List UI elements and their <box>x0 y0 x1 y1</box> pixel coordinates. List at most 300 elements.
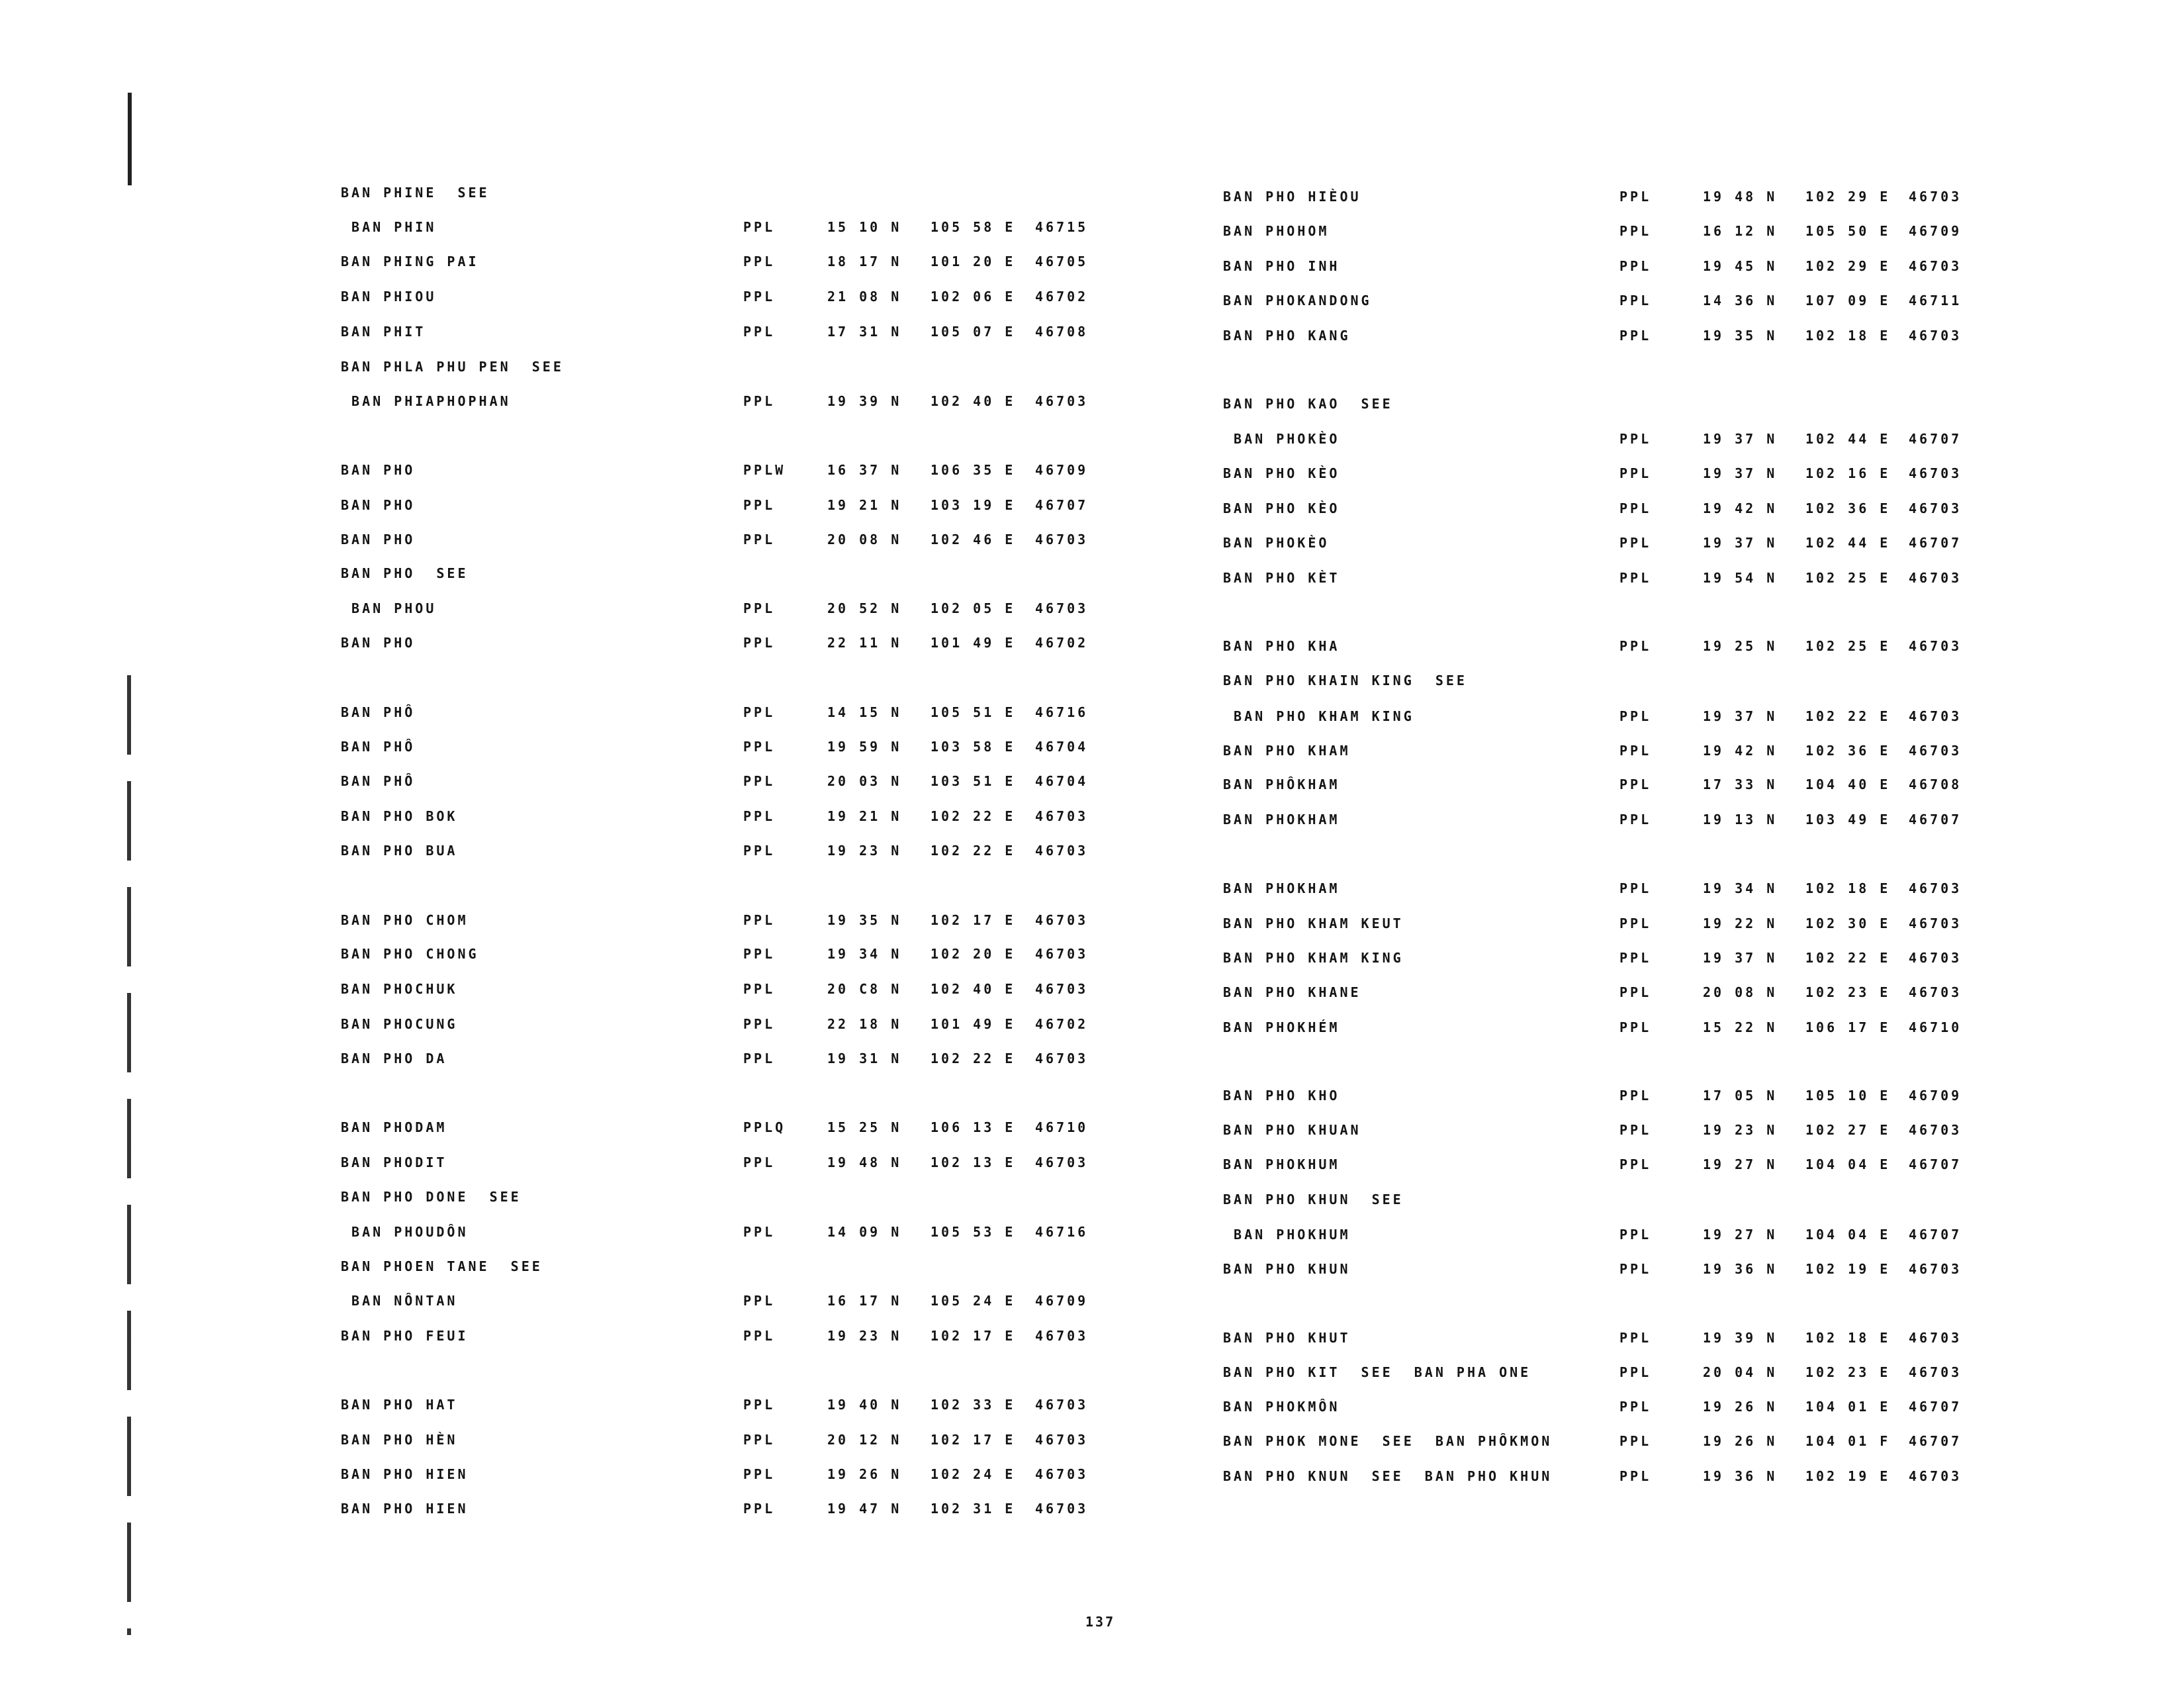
area-code: 46708 <box>1909 776 1962 792</box>
feature-type: PPL <box>1619 1227 1652 1243</box>
latitude: 19 26 N <box>1703 1399 1778 1415</box>
area-code: 46703 <box>1035 1397 1089 1413</box>
place-name: BAN PHOKMÔN <box>1223 1399 1340 1415</box>
latitude: 14 15 N <box>827 704 902 720</box>
longitude: 102 24 E <box>931 1466 1016 1482</box>
feature-type: PPL <box>743 1397 776 1413</box>
longitude: 102 19 E <box>1805 1261 1891 1277</box>
latitude: 19 37 N <box>1703 535 1778 551</box>
place-name: BAN PHO <box>341 497 416 513</box>
longitude: 105 58 E <box>931 219 1016 235</box>
place-name: BAN PHO HIEN <box>341 1501 469 1517</box>
longitude: 101 49 E <box>931 1016 1016 1032</box>
place-name: BAN PHO KÈT <box>1223 570 1340 586</box>
latitude: 19 13 N <box>1703 812 1778 827</box>
place-name: BAN PHOKHUM <box>1223 1227 1351 1243</box>
feature-type: PPL <box>1619 1156 1652 1172</box>
longitude: 103 49 E <box>1805 812 1891 827</box>
place-name: BAN PHO KNUN SEE BAN PHO KHUN <box>1223 1468 1553 1484</box>
area-code: 46709 <box>1035 1293 1089 1309</box>
latitude: 19 48 N <box>1703 189 1778 205</box>
area-code: 46709 <box>1909 1088 1962 1103</box>
place-name: BAN PHO KHA <box>1223 638 1340 654</box>
longitude: 102 46 E <box>931 532 1016 547</box>
feature-type: PPL <box>743 393 776 409</box>
place-name: BAN PHO KHAM KING <box>1223 950 1404 966</box>
area-code: 46703 <box>1909 880 1962 896</box>
latitude: 19 48 N <box>827 1154 902 1170</box>
longitude: 102 16 E <box>1805 465 1891 481</box>
feature-type: PPL <box>1619 984 1652 1000</box>
latitude: 19 31 N <box>827 1051 902 1066</box>
place-name: BAN PHOKÈO <box>1223 431 1340 447</box>
feature-type: PPL <box>743 635 776 651</box>
area-code: 46703 <box>1035 912 1089 928</box>
area-code: 46710 <box>1909 1019 1962 1035</box>
latitude: 19 59 N <box>827 739 902 755</box>
longitude: 102 25 E <box>1805 638 1891 654</box>
latitude: 19 36 N <box>1703 1261 1778 1277</box>
longitude: 105 50 E <box>1805 223 1891 239</box>
feature-type: PPL <box>1619 431 1652 447</box>
feature-type: PPL <box>743 1051 776 1066</box>
area-code: 46703 <box>1909 465 1962 481</box>
longitude: 102 17 E <box>931 912 1016 928</box>
feature-type: PPL <box>1619 1330 1652 1346</box>
place-name: BAN PHÔ <box>341 773 416 789</box>
longitude: 101 49 E <box>931 635 1016 651</box>
feature-type: PPL <box>743 1432 776 1448</box>
feature-type: PPL <box>1619 189 1652 205</box>
latitude: 21 08 N <box>827 289 902 305</box>
latitude: 19 47 N <box>827 1501 902 1517</box>
feature-type: PPL <box>1619 776 1652 792</box>
feature-type: PPL <box>1619 1433 1652 1449</box>
feature-type: PPL <box>1619 1261 1652 1277</box>
place-name: BAN PHIOU <box>341 289 437 305</box>
feature-type: PPL <box>743 289 776 305</box>
area-code: 46703 <box>1035 1432 1089 1448</box>
area-code: 46707 <box>1909 812 1962 827</box>
place-name: BAN PHOCHUK <box>341 981 458 997</box>
place-name: BAN PHO <box>341 462 416 478</box>
area-code: 46703 <box>1909 984 1962 1000</box>
area-code: 46702 <box>1035 635 1089 651</box>
latitude: 19 26 N <box>1703 1433 1778 1449</box>
area-code: 46703 <box>1909 258 1962 274</box>
latitude: 19 40 N <box>827 1397 902 1413</box>
latitude: 19 23 N <box>1703 1122 1778 1138</box>
longitude: 102 23 E <box>1805 984 1891 1000</box>
longitude: 102 30 E <box>1805 915 1891 931</box>
place-name: BAN PHO KÈO <box>1223 465 1340 481</box>
place-name: BAN PHO INH <box>1223 258 1340 274</box>
feature-type: PPL <box>743 773 776 789</box>
latitude: 17 33 N <box>1703 776 1778 792</box>
area-code: 46703 <box>1035 1154 1089 1170</box>
latitude: 19 37 N <box>1703 431 1778 447</box>
place-name: BAN PHÔ <box>341 739 416 755</box>
feature-type: PPL <box>743 1016 776 1032</box>
place-name: BAN PHO KIT SEE BAN PHA ONE <box>1223 1364 1531 1380</box>
area-code: 46703 <box>1035 946 1089 962</box>
feature-type: PPL <box>1619 1088 1652 1103</box>
latitude: 19 26 N <box>827 1466 902 1482</box>
feature-type: PPL <box>1619 812 1652 827</box>
place-name: BAN PHLA PHU PEN SEE <box>341 359 564 375</box>
feature-type: PPL <box>1619 535 1652 551</box>
longitude: 105 07 E <box>931 324 1016 340</box>
latitude: 19 37 N <box>1703 950 1778 966</box>
place-name: BAN PHO KÈO <box>1223 500 1340 516</box>
latitude: 20 08 N <box>827 532 902 547</box>
place-name: BAN PHO HIEN <box>341 1466 469 1482</box>
feature-type: PPL <box>1619 950 1652 966</box>
place-name: BAN PHOEN TANE SEE <box>341 1258 543 1274</box>
longitude: 102 22 E <box>931 808 1016 824</box>
latitude: 19 35 N <box>1703 328 1778 344</box>
feature-type: PPL <box>743 1293 776 1309</box>
feature-type: PPL <box>743 946 776 962</box>
latitude: 20 08 N <box>1703 984 1778 1000</box>
area-code: 46707 <box>1909 1433 1962 1449</box>
longitude: 101 20 E <box>931 254 1016 269</box>
area-code: 46703 <box>1909 1468 1962 1484</box>
area-code: 46707 <box>1035 497 1089 513</box>
latitude: 19 21 N <box>827 808 902 824</box>
feature-type: PPL <box>743 1154 776 1170</box>
latitude: 15 22 N <box>1703 1019 1778 1035</box>
latitude: 19 39 N <box>1703 1330 1778 1346</box>
area-code: 46703 <box>1909 1364 1962 1380</box>
place-name: BAN PHÔ <box>341 704 416 720</box>
longitude: 102 40 E <box>931 393 1016 409</box>
latitude: 22 18 N <box>827 1016 902 1032</box>
area-code: 46703 <box>1909 570 1962 586</box>
latitude: 15 10 N <box>827 219 902 235</box>
place-name: BAN PHO KANG <box>1223 328 1351 344</box>
place-name: BAN PHO KHUN SEE <box>1223 1192 1404 1207</box>
area-code: 46703 <box>1909 638 1962 654</box>
longitude: 104 01 F <box>1805 1433 1891 1449</box>
latitude: 19 23 N <box>827 843 902 859</box>
latitude: 17 31 N <box>827 324 902 340</box>
longitude: 102 22 E <box>931 1051 1016 1066</box>
feature-type: PPL <box>743 704 776 720</box>
latitude: 22 11 N <box>827 635 902 651</box>
longitude: 102 13 E <box>931 1154 1016 1170</box>
place-name: BAN PHO KAO SEE <box>1223 396 1393 412</box>
area-code: 46711 <box>1909 293 1962 308</box>
area-code: 46707 <box>1909 535 1962 551</box>
feature-type: PPL <box>1619 1399 1652 1415</box>
feature-type: PPL <box>1619 1019 1652 1035</box>
place-name: BAN NÔNTAN <box>341 1293 458 1309</box>
place-name: BAN PHING PAI <box>341 254 479 269</box>
longitude: 105 24 E <box>931 1293 1016 1309</box>
place-name: BAN PHO HAT <box>341 1397 458 1413</box>
latitude: 20 03 N <box>827 773 902 789</box>
feature-type: PPL <box>1619 638 1652 654</box>
place-name: BAN PHIAPHOPHAN <box>341 393 511 409</box>
feature-type: PPL <box>743 843 776 859</box>
area-code: 46703 <box>1909 500 1962 516</box>
feature-type: PPL <box>1619 500 1652 516</box>
latitude: 19 25 N <box>1703 638 1778 654</box>
place-name: BAN PHOHOM <box>1223 223 1330 239</box>
place-name: BAN PHO FEUI <box>341 1328 469 1344</box>
latitude: 19 34 N <box>827 946 902 962</box>
place-name: BAN PHO HIÈOU <box>1223 189 1361 205</box>
longitude: 102 33 E <box>931 1397 1016 1413</box>
place-name: BAN PHO KHO <box>1223 1088 1340 1103</box>
place-name: BAN PHO KHAM <box>1223 743 1351 759</box>
area-code: 46704 <box>1035 773 1089 789</box>
longitude: 102 18 E <box>1805 328 1891 344</box>
area-code: 46702 <box>1035 289 1089 305</box>
latitude: 19 27 N <box>1703 1156 1778 1172</box>
latitude: 14 09 N <box>827 1224 902 1240</box>
place-name: BAN PHO KHAM KING <box>1223 708 1414 724</box>
feature-type: PPL <box>1619 915 1652 931</box>
longitude: 102 18 E <box>1805 1330 1891 1346</box>
place-name: BAN PHOKHUM <box>1223 1156 1340 1172</box>
longitude: 105 53 E <box>931 1224 1016 1240</box>
feature-type: PPLW <box>743 462 786 478</box>
longitude: 103 58 E <box>931 739 1016 755</box>
feature-type: PPL <box>743 1501 776 1517</box>
latitude: 16 37 N <box>827 462 902 478</box>
latitude: 17 05 N <box>1703 1088 1778 1103</box>
place-name: BAN PHO SEE <box>341 565 469 581</box>
longitude: 102 36 E <box>1805 743 1891 759</box>
longitude: 105 51 E <box>931 704 1016 720</box>
latitude: 19 54 N <box>1703 570 1778 586</box>
latitude: 19 42 N <box>1703 743 1778 759</box>
place-name: BAN PHO CHONG <box>341 946 479 962</box>
latitude: 19 34 N <box>1703 880 1778 896</box>
feature-type: PPL <box>743 912 776 928</box>
area-code: 46703 <box>1909 189 1962 205</box>
area-code: 46705 <box>1035 254 1089 269</box>
latitude: 19 23 N <box>827 1328 902 1344</box>
area-code: 46707 <box>1909 1399 1962 1415</box>
place-name: BAN PHIN <box>341 219 437 235</box>
area-code: 46707 <box>1909 1227 1962 1243</box>
latitude: 19 45 N <box>1703 258 1778 274</box>
area-code: 46703 <box>1035 1051 1089 1066</box>
place-name: BAN PHOKÈO <box>1223 535 1330 551</box>
area-code: 46703 <box>1035 393 1089 409</box>
page-number: 137 <box>1085 1614 1116 1630</box>
area-code: 46708 <box>1035 324 1089 340</box>
longitude: 102 22 E <box>1805 950 1891 966</box>
area-code: 46707 <box>1909 431 1962 447</box>
area-code: 46703 <box>1909 915 1962 931</box>
area-code: 46704 <box>1035 739 1089 755</box>
latitude: 19 21 N <box>827 497 902 513</box>
place-name: BAN PHO KHAM KEUT <box>1223 915 1404 931</box>
place-name: BAN PHOCUNG <box>341 1016 458 1032</box>
place-name: BAN PHOU <box>341 600 437 616</box>
place-name: BAN PHOKHÉM <box>1223 1019 1340 1035</box>
longitude: 102 19 E <box>1805 1468 1891 1484</box>
binding-edge-marks <box>127 675 131 1635</box>
feature-type: PPL <box>743 532 776 547</box>
feature-type: PPL <box>1619 258 1652 274</box>
longitude: 103 51 E <box>931 773 1016 789</box>
latitude: 19 37 N <box>1703 465 1778 481</box>
latitude: 18 17 N <box>827 254 902 269</box>
area-code: 46709 <box>1035 462 1089 478</box>
area-code: 46703 <box>1035 981 1089 997</box>
place-name: BAN PHO KHANE <box>1223 984 1361 1000</box>
longitude: 102 05 E <box>931 600 1016 616</box>
place-name: BAN PHO CHOM <box>341 912 469 928</box>
longitude: 106 35 E <box>931 462 1016 478</box>
feature-type: PPL <box>743 254 776 269</box>
place-name: BAN PHINE SEE <box>341 185 490 201</box>
longitude: 102 29 E <box>1805 189 1891 205</box>
area-code: 46703 <box>1909 950 1962 966</box>
feature-type: PPL <box>743 739 776 755</box>
area-code: 46703 <box>1035 1328 1089 1344</box>
feature-type: PPL <box>743 1328 776 1344</box>
place-name: BAN PHOKHAM <box>1223 880 1340 896</box>
place-name: BAN PHO KHUN <box>1223 1261 1351 1277</box>
longitude: 102 29 E <box>1805 258 1891 274</box>
latitude: 15 25 N <box>827 1119 902 1135</box>
feature-type: PPL <box>1619 570 1652 586</box>
latitude: 19 42 N <box>1703 500 1778 516</box>
place-name: BAN PHO BUA <box>341 843 458 859</box>
area-code: 46703 <box>1909 1261 1962 1277</box>
longitude: 103 19 E <box>931 497 1016 513</box>
feature-type: PPL <box>1619 465 1652 481</box>
area-code: 46703 <box>1909 328 1962 344</box>
latitude: 19 37 N <box>1703 708 1778 724</box>
longitude: 102 17 E <box>931 1328 1016 1344</box>
area-code: 46715 <box>1035 219 1089 235</box>
place-name: BAN PHOKANDONG <box>1223 293 1372 308</box>
longitude: 102 44 E <box>1805 535 1891 551</box>
feature-type: PPL <box>743 497 776 513</box>
longitude: 104 01 E <box>1805 1399 1891 1415</box>
longitude: 102 06 E <box>931 289 1016 305</box>
feature-type: PPLQ <box>743 1119 786 1135</box>
area-code: 46703 <box>1909 1330 1962 1346</box>
area-code: 46703 <box>1035 843 1089 859</box>
longitude: 104 40 E <box>1805 776 1891 792</box>
longitude: 102 23 E <box>1805 1364 1891 1380</box>
longitude: 102 31 E <box>931 1501 1016 1517</box>
feature-type: PPL <box>1619 1122 1652 1138</box>
latitude: 19 22 N <box>1703 915 1778 931</box>
feature-type: PPL <box>1619 223 1652 239</box>
latitude: 19 39 N <box>827 393 902 409</box>
longitude: 102 20 E <box>931 946 1016 962</box>
area-code: 46703 <box>1035 1501 1089 1517</box>
place-name: BAN PHO HÈN <box>341 1432 458 1448</box>
area-code: 46716 <box>1035 704 1089 720</box>
latitude: 20 C8 N <box>827 981 902 997</box>
feature-type: PPL <box>743 600 776 616</box>
place-name: BAN PHO DA <box>341 1051 447 1066</box>
longitude: 102 40 E <box>931 981 1016 997</box>
place-name: BAN PHODIT <box>341 1154 447 1170</box>
latitude: 16 17 N <box>827 1293 902 1309</box>
longitude: 102 44 E <box>1805 431 1891 447</box>
longitude: 102 17 E <box>931 1432 1016 1448</box>
place-name: BAN PHO KHUAN <box>1223 1122 1361 1138</box>
longitude: 106 13 E <box>931 1119 1016 1135</box>
longitude: 102 27 E <box>1805 1122 1891 1138</box>
place-name: BAN PHODAM <box>341 1119 447 1135</box>
place-name: BAN PHO BOK <box>341 808 458 824</box>
area-code: 46707 <box>1909 1156 1962 1172</box>
area-code: 46703 <box>1035 808 1089 824</box>
place-name: BAN PHO DONE SEE <box>341 1189 522 1205</box>
longitude: 104 04 E <box>1805 1227 1891 1243</box>
longitude: 105 10 E <box>1805 1088 1891 1103</box>
latitude: 14 36 N <box>1703 293 1778 308</box>
feature-type: PPL <box>1619 880 1652 896</box>
place-name: BAN PHOUDÔN <box>341 1224 469 1240</box>
place-name: BAN PHÔKHAM <box>1223 776 1340 792</box>
longitude: 106 17 E <box>1805 1019 1891 1035</box>
longitude: 102 22 E <box>1805 708 1891 724</box>
longitude: 102 22 E <box>931 843 1016 859</box>
area-code: 46710 <box>1035 1119 1089 1135</box>
feature-type: PPL <box>743 808 776 824</box>
longitude: 102 18 E <box>1805 880 1891 896</box>
area-code: 46703 <box>1035 1466 1089 1482</box>
feature-type: PPL <box>1619 1468 1652 1484</box>
area-code: 46709 <box>1909 223 1962 239</box>
feature-type: PPL <box>1619 293 1652 308</box>
latitude: 20 12 N <box>827 1432 902 1448</box>
feature-type: PPL <box>743 219 776 235</box>
longitude: 102 25 E <box>1805 570 1891 586</box>
feature-type: PPL <box>1619 328 1652 344</box>
place-name: BAN PHO KHUT <box>1223 1330 1351 1346</box>
place-name: BAN PHO KHAIN KING SEE <box>1223 673 1467 688</box>
area-code: 46716 <box>1035 1224 1089 1240</box>
area-code: 46703 <box>1035 532 1089 547</box>
feature-type: PPL <box>743 1466 776 1482</box>
feature-type: PPL <box>743 1224 776 1240</box>
longitude: 104 04 E <box>1805 1156 1891 1172</box>
latitude: 16 12 N <box>1703 223 1778 239</box>
place-name: BAN PHO <box>341 635 416 651</box>
place-name: BAN PHIT <box>341 324 426 340</box>
feature-type: PPL <box>1619 1364 1652 1380</box>
area-code: 46702 <box>1035 1016 1089 1032</box>
area-code: 46703 <box>1909 743 1962 759</box>
place-name: BAN PHOK MONE SEE BAN PHÔKMON <box>1223 1433 1553 1449</box>
latitude: 20 52 N <box>827 600 902 616</box>
area-code: 46703 <box>1909 708 1962 724</box>
place-name: BAN PHOKHAM <box>1223 812 1340 827</box>
feature-type: PPL <box>743 324 776 340</box>
latitude: 19 36 N <box>1703 1468 1778 1484</box>
area-code: 46703 <box>1909 1122 1962 1138</box>
area-code: 46703 <box>1035 600 1089 616</box>
longitude: 102 36 E <box>1805 500 1891 516</box>
latitude: 19 27 N <box>1703 1227 1778 1243</box>
place-name: BAN PHO <box>341 532 416 547</box>
latitude: 20 04 N <box>1703 1364 1778 1380</box>
